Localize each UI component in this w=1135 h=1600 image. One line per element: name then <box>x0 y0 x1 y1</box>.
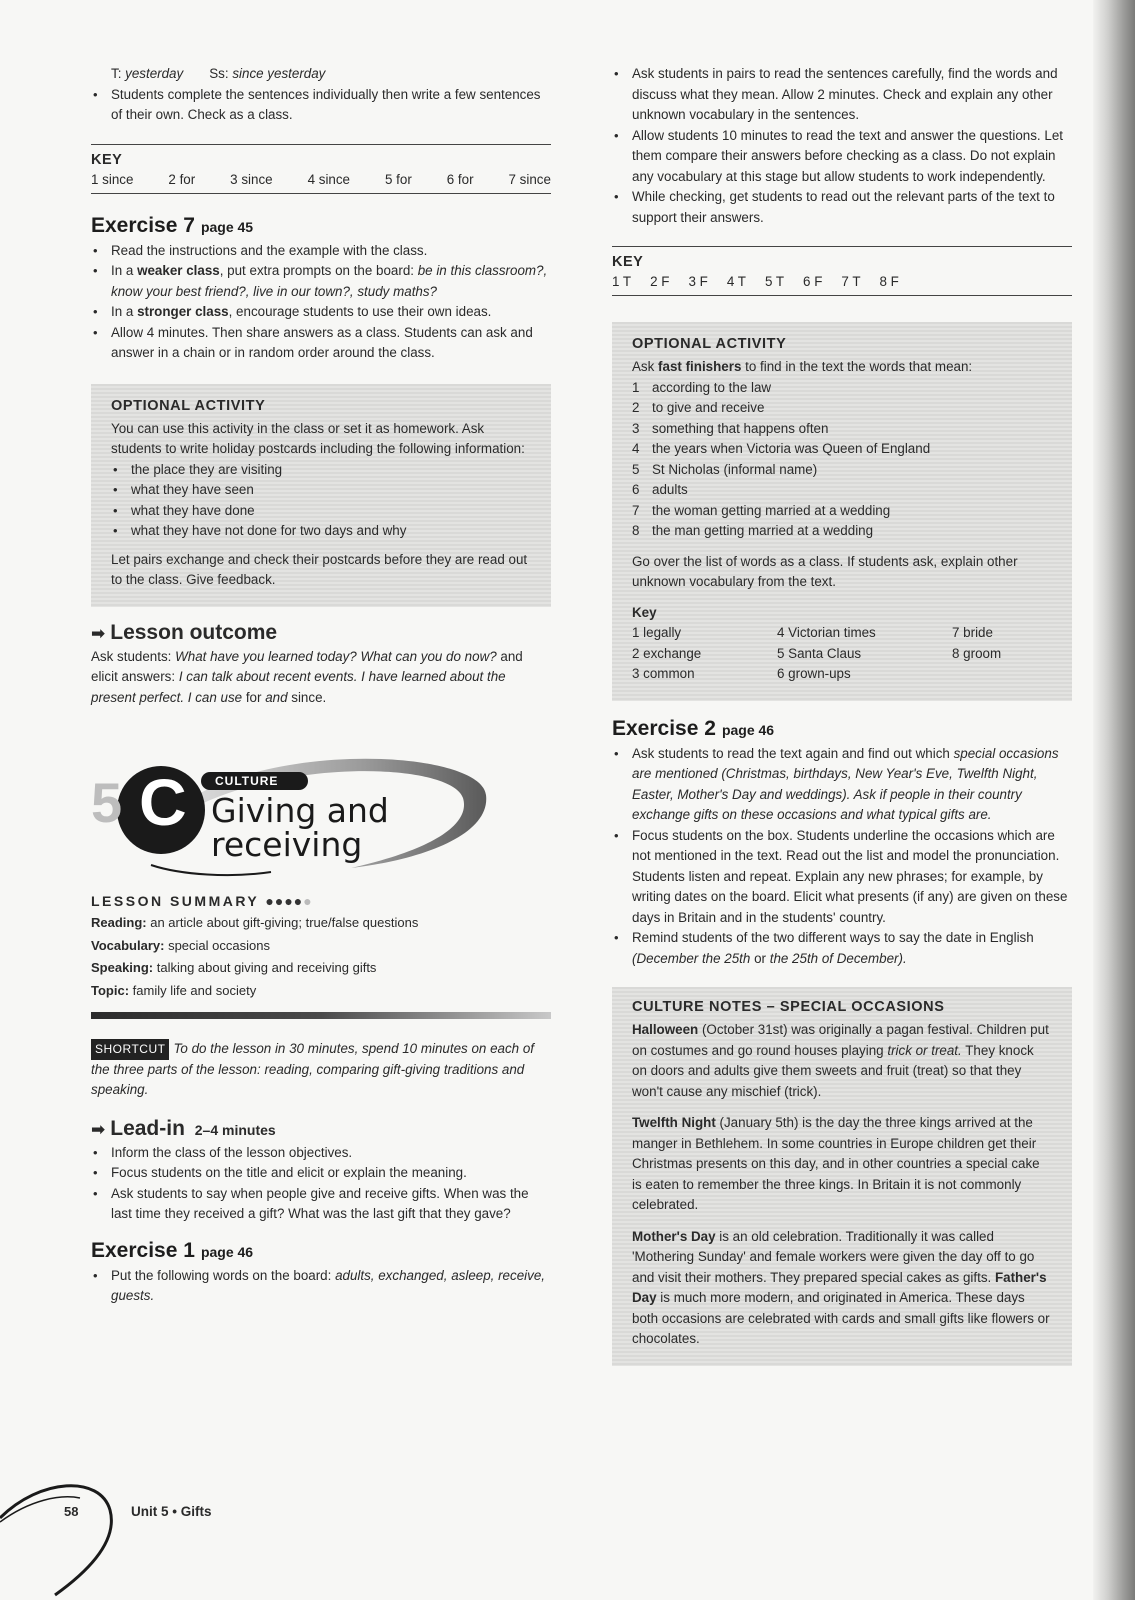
list-item: 7 the woman getting married at a wedding <box>632 502 891 518</box>
key-block-present-perfect <box>91 144 551 194</box>
optional-activity-item: • what they have not done for two days and why <box>111 521 531 542</box>
unit-label: Unit 5 • Gifts <box>131 1504 212 1519</box>
exercise-2-bullet: • Focus students on the box. Students underline the occasions which are not mentioned in the text. Read out the list and model the pronunciation. Students listen and repeat. Explain any new phrases; for example, by writing dates on the board. Elicit what presents (if any) are given on these days in Britain and in the students' country. <box>612 826 1072 929</box>
summary-topic: Topic: family life and society <box>91 982 257 998</box>
optional-activity-box-left <box>91 384 551 607</box>
exercise-7-bullet: • In a weaker class, put extra prompts on the board: be in this classroom?, know your best friend?, live in our town?, study maths? <box>91 261 551 302</box>
exercise-7-heading: Exercise 7 page 45 <box>91 213 254 237</box>
key-answer: 4 Victorian times <box>777 625 876 640</box>
optional-activity-item: • what they have done <box>111 501 531 522</box>
left-column <box>91 64 551 1307</box>
arrow-right-icon: ➡ <box>91 623 106 643</box>
lead-in-heading: ➡ Lead-in 2–4 minutes <box>91 1116 276 1140</box>
key-answer: 8 groom <box>952 645 1002 661</box>
list-item: 8 the man getting married at a wedding <box>632 523 874 538</box>
culture-notes-title: CULTURE NOTES – SPECIAL OCCASIONS <box>632 999 945 1015</box>
exercise-1-bullet: • While checking, get students to read out the relevant parts of the text to support their answers. <box>612 187 1072 228</box>
optional-activity-intro: You can use this activity in the class or set it as homework. Ask students to write holiday postcards including the following information: <box>111 420 525 456</box>
footer-swoosh <box>0 1460 400 1600</box>
exercise-1-continued-list <box>612 64 1072 228</box>
key-answer: 5 for <box>384 171 412 187</box>
culture-note-twelfth-night: Twelfth Night (January 5th) is the day the three kings arrived at the manger in Bethlehem. In some countries in Europe children get their Christmas presents on this day, and in other countries a special cake is eaten to remember the three kings. In Britain it is not commonly celebrated. <box>632 1115 1040 1212</box>
key-answer: 2 for <box>168 171 196 187</box>
list-item: 5 St Nicholas (informal name) <box>632 461 818 477</box>
exercise-7-bullet: • Allow 4 minutes. Then share answers as a class. Students can ask and answer in a chain or in random order around the class. <box>91 323 551 364</box>
lesson-title: Giving and receiving <box>211 791 389 864</box>
lesson-outcome-heading: ➡ Lesson outcome <box>91 620 278 644</box>
lesson-summary-heading: LESSON SUMMARY ●●●●● <box>91 893 313 909</box>
key-answer: 4 T <box>726 274 746 289</box>
key-title: KEY <box>612 254 644 270</box>
exercise-1-list <box>91 1266 551 1307</box>
optional-activity-outro: Let pairs exchange and check their postcards before they are read out to the class. Give feedback. <box>111 551 528 587</box>
arrow-right-icon: ➡ <box>91 1119 106 1139</box>
exercise-1-bullet: • Allow students 10 minutes to read the text and answer the questions. Let them compare their answers before checking as a class. Do not explain any vocabulary at this stage but allow students to work independently. <box>612 126 1072 188</box>
key-answer: 3 F <box>688 274 708 289</box>
lesson-outcome-text: Ask students: What have you learned today? What can you do now? and elicit answers: I can talk about recent events. I have learned about the present perfect. I can use for and since. <box>91 648 523 705</box>
optional-activity-title: OPTIONAL ACTIVITY <box>632 336 787 352</box>
shortcut-note: SHORTCUT To do the lesson in 30 minutes, spend 10 minutes on each of the three parts of the lesson: reading, comparing gift-giving traditions and speaking. <box>91 1041 534 1097</box>
summary-vocabulary: Vocabulary: special occasions <box>91 937 270 953</box>
key-answer: 3 common <box>632 666 695 681</box>
lesson-banner <box>91 750 551 885</box>
exercise-2-heading: Exercise 2 page 46 <box>612 716 775 740</box>
optional-activity-key-title: Key <box>632 604 657 620</box>
key-answer: 6 for <box>446 171 474 187</box>
key-answer: 7 since <box>508 171 551 187</box>
summary-reading: Reading: an article about gift-giving; true/false questions <box>91 915 419 930</box>
intro-dialogue: T: yesterday Ss: since yesterday <box>111 66 326 81</box>
list-item: 6 adults <box>632 482 688 497</box>
intro-bullet: • Students complete the sentences individually then write a few sentences of their own. Check as a class. <box>91 85 551 126</box>
exercise-2-list <box>612 744 1072 970</box>
culture-note-halloween: Halloween (October 31st) was originally a pagan festival. Children put on costumes and go round houses playing trick or treat. They knock on doors and adults give them sweets and fruit (treat) so that they won't cause any mischief (trick). <box>632 1022 1049 1099</box>
exercise-1-bullet: • Put the following words on the board: adults, exchanged, asleep, receive, guests. <box>91 1266 551 1307</box>
key-answer: 2 F <box>650 274 670 289</box>
key-answer <box>952 664 1052 685</box>
exercise-7-list <box>91 241 551 364</box>
optional-activity-outro: Go over the list of words as a class. If students ask, explain other unknown vocabulary from the text. <box>632 553 1018 589</box>
difficulty-dots: ●●●●● <box>265 893 313 909</box>
key-title: KEY <box>91 151 123 168</box>
key-answer: 1 legally <box>632 625 682 640</box>
optional-activity-title: OPTIONAL ACTIVITY <box>111 397 266 414</box>
exercise-7-bullet: • In a stronger class, encourage students to use their own ideas. <box>91 302 551 323</box>
shortcut-tag: SHORTCUT <box>91 1039 169 1060</box>
right-column <box>612 64 1072 1366</box>
culture-badge: CULTURE <box>201 772 308 790</box>
list-item: 1 according to the law <box>632 379 772 395</box>
key-answer: 2 exchange <box>632 645 702 661</box>
key-answers <box>91 172 551 187</box>
optional-activity-intro: Ask fast finishers to find in the text the words that mean: <box>632 359 973 374</box>
optional-activity-key <box>632 623 1052 685</box>
lesson-summary <box>91 912 551 1002</box>
culture-notes-box <box>612 987 1072 1366</box>
key-answers <box>612 274 1072 289</box>
key-answer: 5 Santa Claus <box>777 645 862 661</box>
optional-activity-list <box>111 460 531 542</box>
key-answer: 1 since <box>91 171 134 187</box>
list-item: 2 to give and receive <box>632 400 765 415</box>
lead-in-bullet: • Inform the class of the lesson objectives. <box>91 1143 551 1164</box>
key-answer: 4 since <box>307 171 351 187</box>
key-answer: 6 grown-ups <box>777 666 851 681</box>
exercise-1-bullet: • Ask students in pairs to read the sentences carefully, find the words and discuss what they mean. Allow 2 minutes. Check and explain any other unknown vocabulary in the sentences. <box>612 64 1072 126</box>
list-item: 4 the years when Victoria was Queen of England <box>632 441 931 456</box>
section-divider <box>91 1012 551 1019</box>
optional-activity-item: • the place they are visiting <box>111 460 531 481</box>
page-binding-shadow <box>1093 0 1135 1600</box>
key-answer: 3 since <box>230 171 273 187</box>
key-block-true-false <box>612 246 1072 296</box>
exercise-2-bullet: • Ask students to read the text again and find out which special occasions are mentioned (Christmas, birthdays, New Year's Eve, Twelfth Night, Easter, Mother's Day and weddings). Ask if people in their country exchange gifts on these occasions and what typical gifts are. <box>612 744 1072 826</box>
exercise-7-bullet: • Read the instructions and the example with the class. <box>91 241 551 262</box>
optional-activity-box-right <box>612 322 1072 701</box>
lesson-letter: C <box>139 765 187 839</box>
key-answer: 7 bride <box>952 625 993 640</box>
lead-in-bullet: • Focus students on the title and elicit or explain the meaning. <box>91 1163 551 1184</box>
optional-activity-item: • what they have seen <box>111 480 531 501</box>
lead-in-bullet: • Ask students to say when people give and receive gifts. When was the last time they received a gift? What was the last gift that they gave? <box>91 1184 551 1225</box>
key-answer: 5 T <box>764 274 785 289</box>
intro-list <box>91 85 551 126</box>
optional-activity-numbered-list <box>632 378 1052 542</box>
exercise-2-bullet: • Remind students of the two different ways to say the date in English (December the 25th or the 25th of December). <box>612 928 1072 969</box>
key-answer: 1 T <box>612 274 632 289</box>
list-item: 3 something that happens often <box>632 420 829 436</box>
page-number: 58 <box>64 1504 79 1519</box>
key-answer: 6 F <box>803 274 823 289</box>
key-answer: 7 T <box>841 274 861 289</box>
unit-number: 5 <box>91 771 123 834</box>
exercise-1-heading: Exercise 1 page 46 <box>91 1238 254 1262</box>
culture-note-mothers-day: Mother's Day is an old celebration. Traditionally it was called 'Mothering Sunday' and female workers were given the day off to go and visit their mothers. They prepared special cakes as gifts. Father's Day is much more modern, and originated in America. These days both occasions are celebrated with cards and small gifts like flowers or chocolates. <box>632 1228 1050 1346</box>
summary-speaking: Speaking: talking about giving and receiving gifts <box>91 960 377 975</box>
lead-in-list <box>91 1143 551 1225</box>
key-answer: 8 F <box>879 274 899 289</box>
